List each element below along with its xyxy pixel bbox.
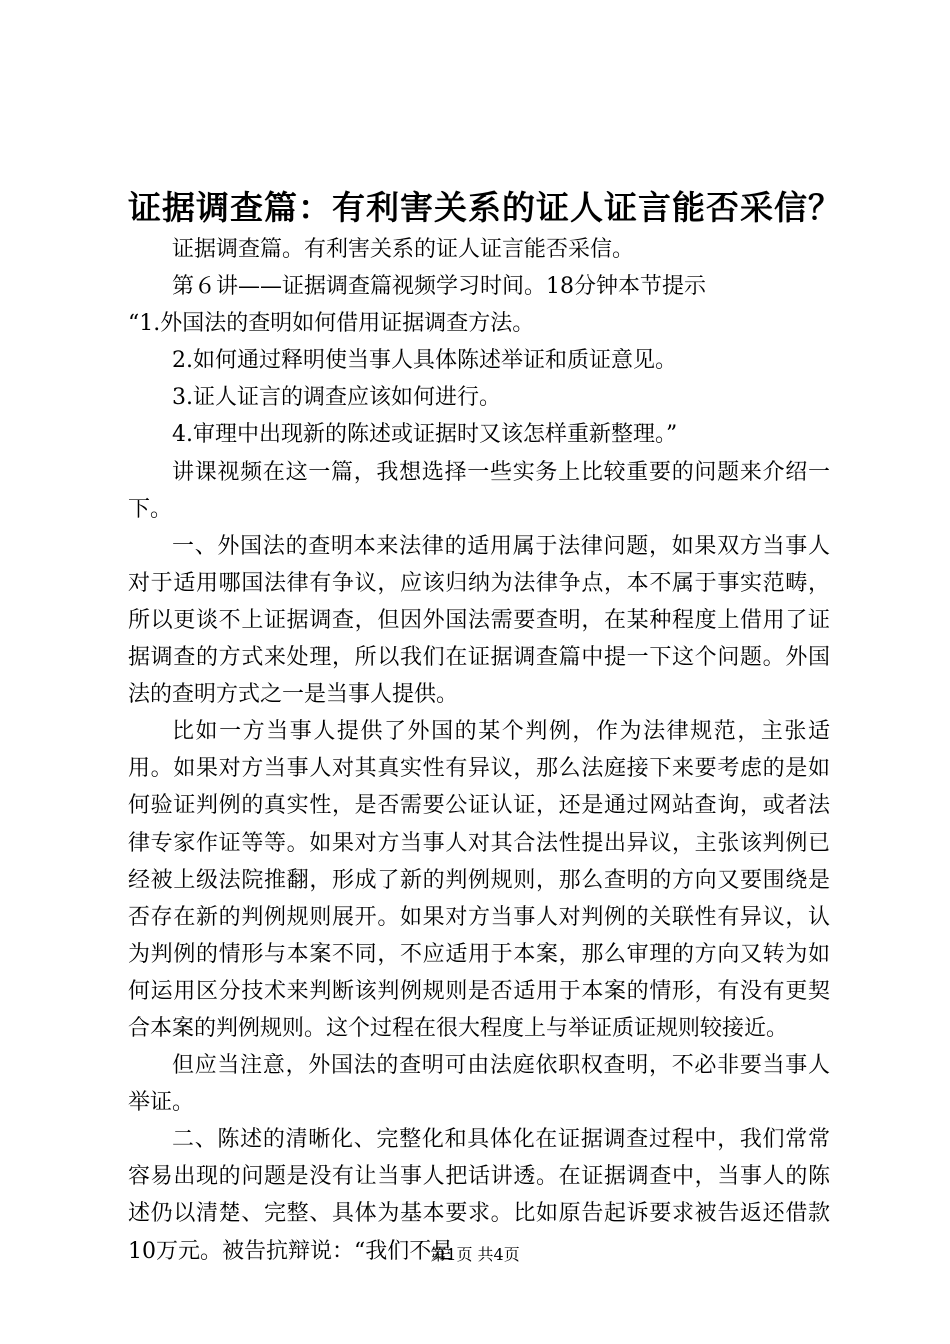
paragraph-intro: 证据调查篇。有利害关系的证人证言能否采信。 [172, 237, 635, 262]
paragraph-lecture-info: 第６讲——证据调查篇视频学习时间。18分钟本节提示 [172, 274, 706, 300]
paragraph-section-1: 一、外国法的查明本来法律的适用属于法律问题，如果双方当事人对于适用哪国法律有争议，应该归纳为法律争点，本不属于事实范畴，所以更谈不上证据调查，但因外国法需要查明，在某种程度上借用了证据调查的方式来处理，所以我们在证据调查篇中提一下这个问题。外国法的查明方式之一是当事人提供。 [128, 533, 830, 708]
paragraph-tip-4: 4.审理中出现新的陈述或证据时又该怎样重新整理。” [172, 422, 678, 448]
paragraph-tip-3: 3.证人证言的调查应该如何进行。 [172, 385, 501, 411]
paragraph-section-2: 二、陈述的清晰化、完整化和具体化在证据调查过程中，我们常常容易出现的问题是没有让当事人把话讲透。在证据调查中，当事人的陈述仍以清楚、完整、具体为基本要求。比如原告起诉要求被告返还借款10万元。被告抗辩说：“我们不是 [128, 1127, 830, 1264]
document-body [128, 231, 830, 1270]
paragraph-note: 但应当注意，外国法的查明可由法庭依职权查明，不必非要当事人举证。 [128, 1053, 830, 1116]
paragraph-tip-1: “1.外国法的查明如何借用证据调查方法。 [128, 311, 535, 337]
paragraph-overview: 讲课视频在这一篇，我想选择一些实务上比较重要的问题来介绍一下。 [128, 459, 830, 522]
paragraph-tip-2: 2.如何通过释明使当事人具体陈述举证和质证意见。 [172, 348, 677, 374]
paragraph-example: 比如一方当事人提供了外国的某个判例，作为法律规范，主张适用。如果对方当事人对其真实性有异议，那么法庭接下来要考虑的是如何验证判例的真实性，是否需要公证认证，还是通过网站查询，或者法律专家作证等等。如果对方当事人对其合法性提出异议，主张该判例已经被上级法院推翻，形成了新的判例规则，那么查明的方向又要围绕是否存在新的判例规则展开。如果对方当事人对判例的关联性有异议，认为判例的情形与本案不同，不应适用于本案，那么审理的方向又转为如何运用区分技术来判断该判例规则是否适用于本案的情形，有没有更契合本案的判例规则。这个过程在很大程度上与举证质证规则较接近。 [128, 719, 830, 1041]
page-footer: 第1页 共4页 [430, 1245, 520, 1264]
document-title: 证据调查篇：有利害关系的证人证言能否采信？ [128, 188, 842, 227]
